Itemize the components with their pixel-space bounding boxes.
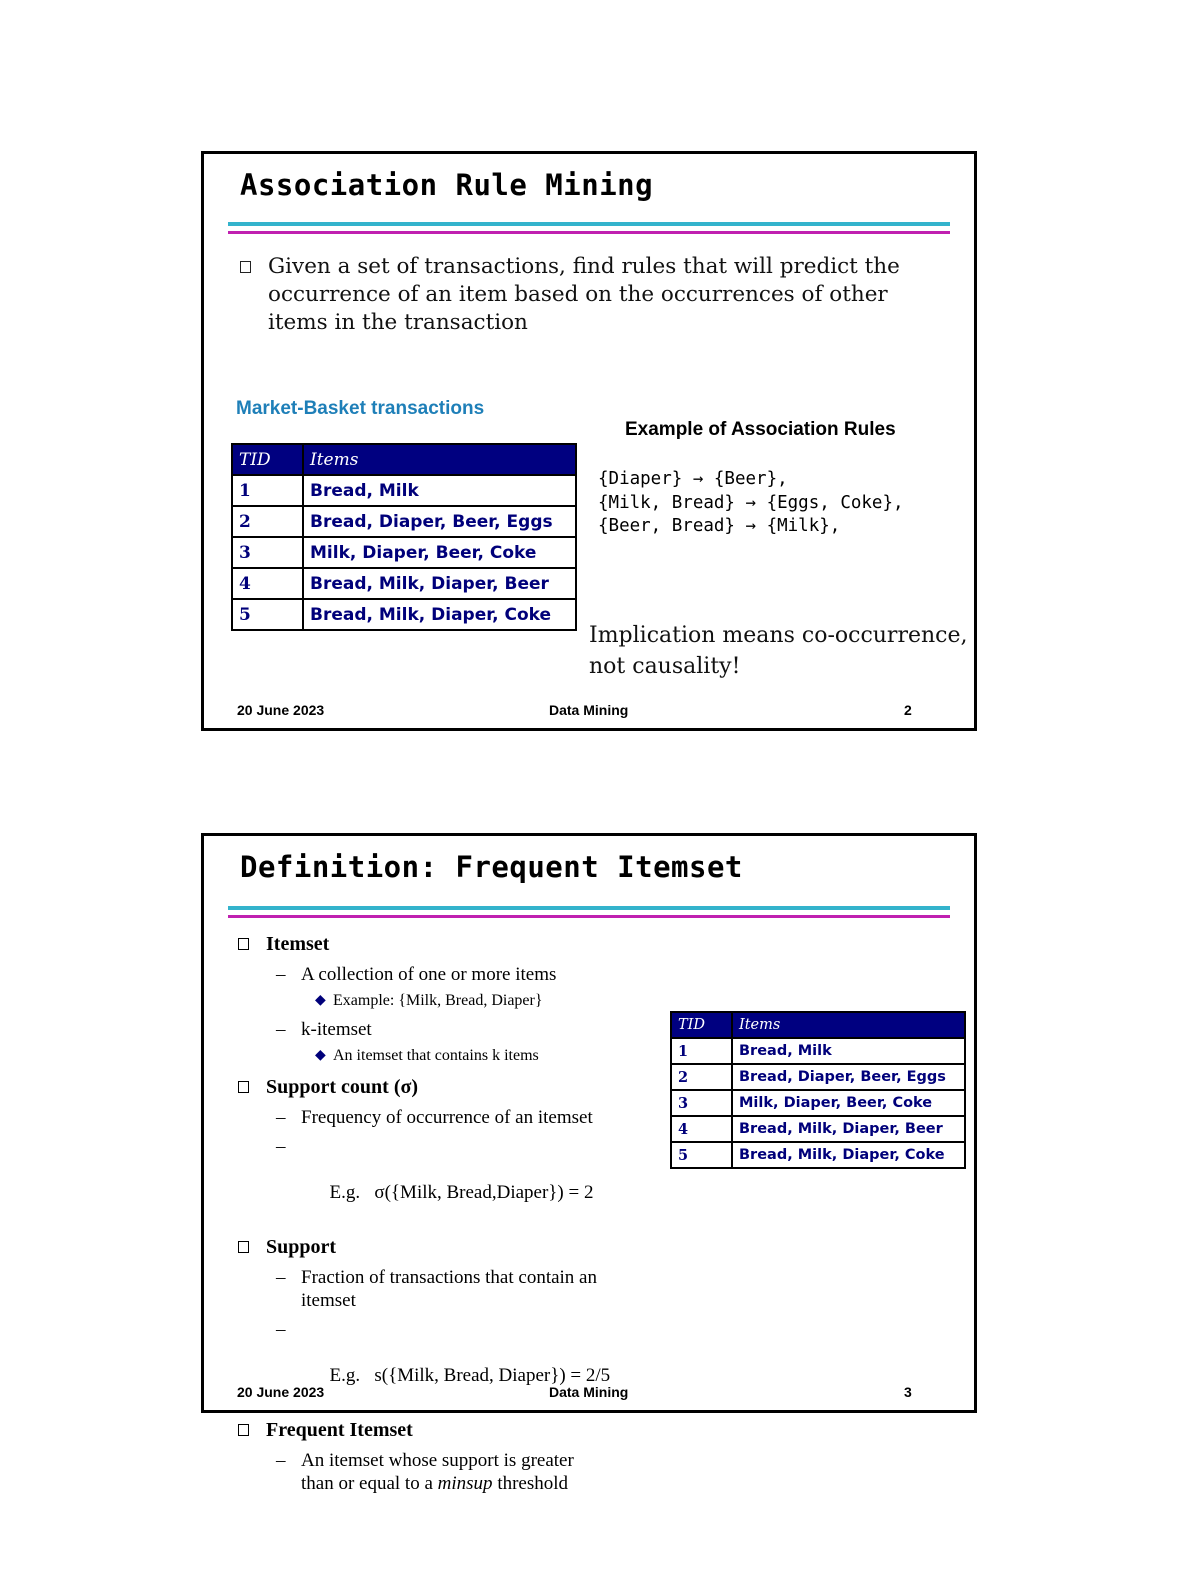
table-row (232, 475, 576, 506)
title-divider-magenta (228, 231, 950, 234)
note-line: not causality! (589, 654, 741, 679)
dash-bullet-icon: – (276, 1136, 286, 1157)
rule-line: {Milk, Bread} → {Eggs, Coke}, (598, 492, 904, 513)
slide-title: Association Rule Mining (240, 168, 654, 202)
market-basket-title: Market-Basket transactions (236, 398, 485, 419)
row-tid: 3 (671, 1090, 732, 1116)
table-row (232, 568, 576, 599)
definition-item (238, 1018, 658, 1041)
item-text: An itemset whose support is greater than or equal to a (301, 1450, 574, 1494)
transactions-table (231, 443, 577, 631)
dash-bullet-icon: – (276, 1107, 286, 1128)
item-text: threshold (497, 1473, 569, 1494)
square-bullet-icon (240, 261, 251, 273)
row-tid: 2 (232, 506, 303, 537)
definition-subitem (238, 1045, 658, 1067)
header-items: Items (732, 1012, 965, 1038)
row-items: Bread, Milk, Diaper, Coke (732, 1142, 965, 1168)
heading-text: Itemset (266, 933, 330, 955)
item-text: k-itemset (301, 1019, 372, 1040)
table-row (671, 1116, 965, 1142)
rule-line: {Beer, Bread} → {Milk}, (598, 516, 841, 536)
intro-text: Given a set of transactions, find rules that will predict the occurrence of an item based on the occurrences of other items in the transaction (268, 254, 900, 335)
item-text: E.g. s({Milk, Bread, Diaper}) = 2/5 (329, 1365, 611, 1386)
definition-item (238, 1135, 658, 1227)
minsup-term: minsup (437, 1473, 493, 1494)
row-tid: 1 (232, 475, 303, 506)
definition-item (238, 1106, 658, 1129)
footer-course: Data Mining (549, 702, 629, 718)
row-items: Bread, Milk, Diaper, Beer (732, 1116, 965, 1142)
row-items: Bread, Milk (732, 1038, 965, 1064)
diamond-bullet-icon: ◆ (315, 993, 326, 1008)
item-text: E.g. σ({Milk, Bread,Diaper}) = 2 (329, 1182, 594, 1203)
row-items: Milk, Diaper, Beer, Coke (303, 537, 576, 568)
table-header-row (671, 1012, 965, 1038)
slide-association-rule-mining (201, 151, 977, 731)
table-row (671, 1090, 965, 1116)
header-items: Items (303, 444, 576, 475)
table-row (232, 506, 576, 537)
row-tid: 3 (232, 537, 303, 568)
table-row (671, 1064, 965, 1090)
definition-item (238, 1266, 601, 1312)
rules-title: Example of Association Rules (625, 419, 896, 440)
row-items: Bread, Diaper, Beer, Eggs (303, 506, 576, 537)
title-divider-cyan (228, 222, 950, 226)
row-tid: 5 (232, 599, 303, 630)
footer-page-number: 3 (904, 1384, 912, 1400)
row-tid: 5 (671, 1142, 732, 1168)
heading-text: Support (266, 1236, 337, 1258)
header-tid: TID (671, 1012, 732, 1038)
definition-item (238, 963, 658, 986)
row-items: Milk, Diaper, Beer, Coke (732, 1090, 965, 1116)
dash-bullet-icon: – (276, 1450, 286, 1471)
note-line: Implication means co-occurrence, (589, 623, 968, 648)
table-row (232, 537, 576, 568)
title-divider-cyan (228, 906, 950, 910)
dash-bullet-icon: – (276, 1319, 286, 1340)
rule-line: {Diaper} → {Beer}, (598, 469, 788, 489)
table-row (671, 1038, 965, 1064)
item-text: Frequency of occurrence of an itemset (301, 1107, 593, 1128)
title-divider-magenta (228, 915, 950, 918)
row-tid: 4 (232, 568, 303, 599)
item-text: A collection of one or more items (301, 964, 557, 985)
row-tid: 1 (671, 1038, 732, 1064)
definition-heading (238, 1234, 658, 1260)
heading-text: Frequent Itemset (266, 1419, 413, 1441)
footer-page-number: 2 (904, 702, 912, 718)
definition-heading (238, 1074, 658, 1100)
dash-bullet-icon: – (276, 964, 286, 985)
definitions-list (238, 931, 658, 1495)
diamond-bullet-icon: ◆ (315, 1048, 326, 1063)
dash-bullet-icon: – (276, 1267, 286, 1288)
slide-title: Definition: Frequent Itemset (240, 850, 743, 884)
row-tid: 4 (671, 1116, 732, 1142)
row-items: Bread, Milk (303, 475, 576, 506)
item-text: Fraction of transactions that contain an itemset (301, 1267, 597, 1311)
table-row (232, 599, 576, 630)
row-items: Bread, Milk, Diaper, Beer (303, 568, 576, 599)
implication-note (589, 620, 968, 682)
footer-course: Data Mining (549, 1384, 629, 1400)
header-tid: TID (232, 444, 303, 475)
subitem-text: An itemset that contains k items (333, 1047, 539, 1064)
slide-frequent-itemset (201, 833, 977, 1494)
square-bullet-icon (238, 1241, 249, 1253)
definition-item (238, 1449, 611, 1495)
association-rules-list (598, 468, 904, 539)
definition-heading (238, 1417, 658, 1443)
footer-date: 20 June 2023 (237, 1384, 325, 1400)
row-items: Bread, Milk, Diaper, Coke (303, 599, 576, 630)
row-items: Bread, Diaper, Beer, Eggs (732, 1064, 965, 1090)
square-bullet-icon (238, 1424, 249, 1436)
square-bullet-icon (238, 938, 249, 950)
heading-text: Support count (σ) (266, 1076, 419, 1098)
table-row (671, 1142, 965, 1168)
table-header-row (232, 444, 576, 475)
footer-date: 20 June 2023 (237, 702, 325, 718)
dash-bullet-icon: – (276, 1019, 286, 1040)
square-bullet-icon (238, 1081, 249, 1093)
definition-heading (238, 931, 658, 957)
subitem-text: Example: {Milk, Bread, Diaper} (333, 992, 543, 1009)
transactions-table (670, 1011, 966, 1169)
row-tid: 2 (671, 1064, 732, 1090)
definition-subitem (238, 990, 658, 1012)
